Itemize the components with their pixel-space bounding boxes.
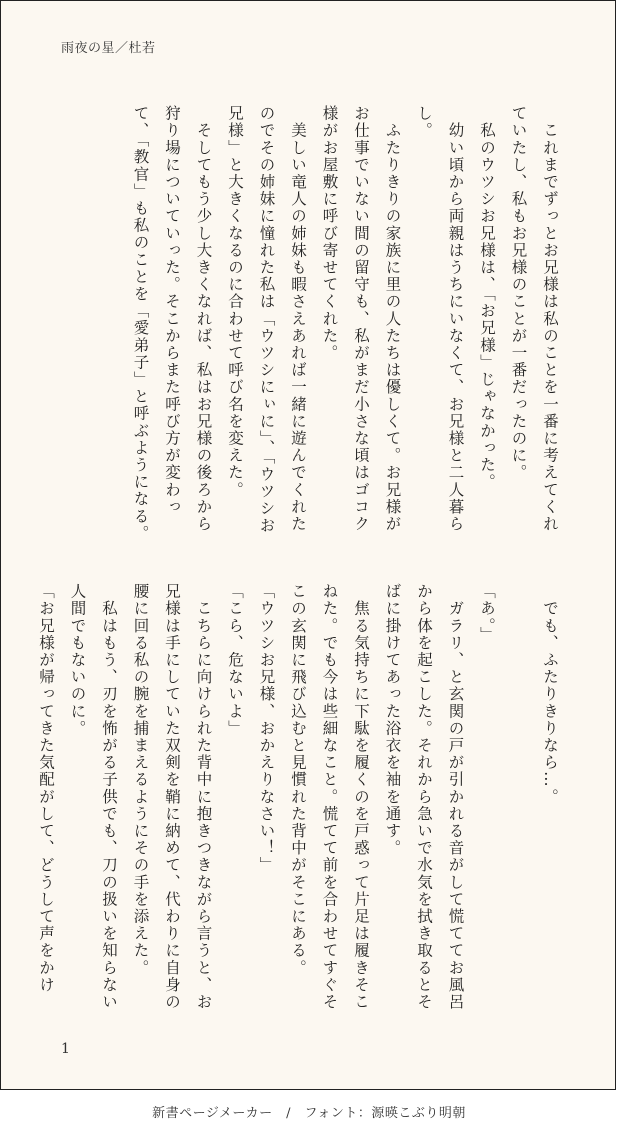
paragraph: 「こら、危ないよ」: [226, 583, 244, 737]
paragraph: でも、ふたりきりなら…。: [541, 583, 559, 806]
paragraph: 焦る気持ちに下駄を履くのを戸惑って片足は履きそこねた。でも今は些細なこと。慌てて前を合わせてすぐそこの玄関に飛び込むと見慣れた背中がそこにある。: [289, 583, 370, 1011]
paragraph: 幼い頃から両親はうちにいなくて、お兄様と二人暮らし。: [415, 105, 465, 533]
paragraph: ふたりきりの家族に里の人たちは優しくて。お兄様がお仕事でいない間の留守も、私がまだ小さな頃はゴコク様がお屋敷に呼び寄せてくれた。: [320, 105, 402, 533]
paragraph: ガラリ、と玄関の戸が引かれる音がして慌ててお風呂から体を起こした。それから急いで水気を拭き取るとそばに掛けてあった浴衣を袖を通す。: [383, 583, 465, 1011]
paragraph: 私はもう、刃を怖がる子供でも、刀の扱いを知らない人間でもないのに。: [68, 583, 118, 1011]
paragraph: 「あ。」: [478, 583, 496, 644]
paragraph: こちらに向けられた背中に抱きつきながら言うと、お兄様は手にしていた双剣を鞘に納めて、代わりに自身の腰に回る私の腕を捕まえるようにその手を添えた。: [131, 583, 213, 1011]
footer-credit: 新書ページメーカー / フォント：源暎こぶり明朝: [152, 1106, 466, 1121]
paragraph: これまでずっとお兄様は私のことを一番に考えてくれていたし、私もお兄様のことが一番だったのに。: [509, 105, 559, 533]
page-number: 1: [61, 1041, 70, 1057]
body-text-top: [124, 105, 565, 545]
blank-line: [502, 583, 534, 1023]
paragraph: 「お兄様が帰ってきた気配がして、どうして声をかけ: [37, 583, 55, 994]
page-header-title: 雨夜の星／杜若: [61, 41, 156, 56]
paragraph: そしてもう少し大きくなれば、私はお兄様の後ろから狩り場についていった。そこからまた呼び方が変わって、「教官」も私のことを「愛弟子」と呼ぶようになる。: [131, 105, 213, 542]
paragraph: 私のウツシお兄様は、「お兄様」じゃなかった。: [478, 105, 496, 491]
paragraph: 美しい竜人の姉妹も暇さえあれば一緒に遊んでくれたのでその姉妹に憧れた私は「ウツシにぃに」、「ウツシお兄様」と大きくなるのに合わせて呼び名を変えた。: [226, 105, 307, 535]
paragraph: 「ウツシお兄様、おかえりなさい！」: [257, 583, 276, 874]
body-text-bottom: [30, 583, 566, 1023]
